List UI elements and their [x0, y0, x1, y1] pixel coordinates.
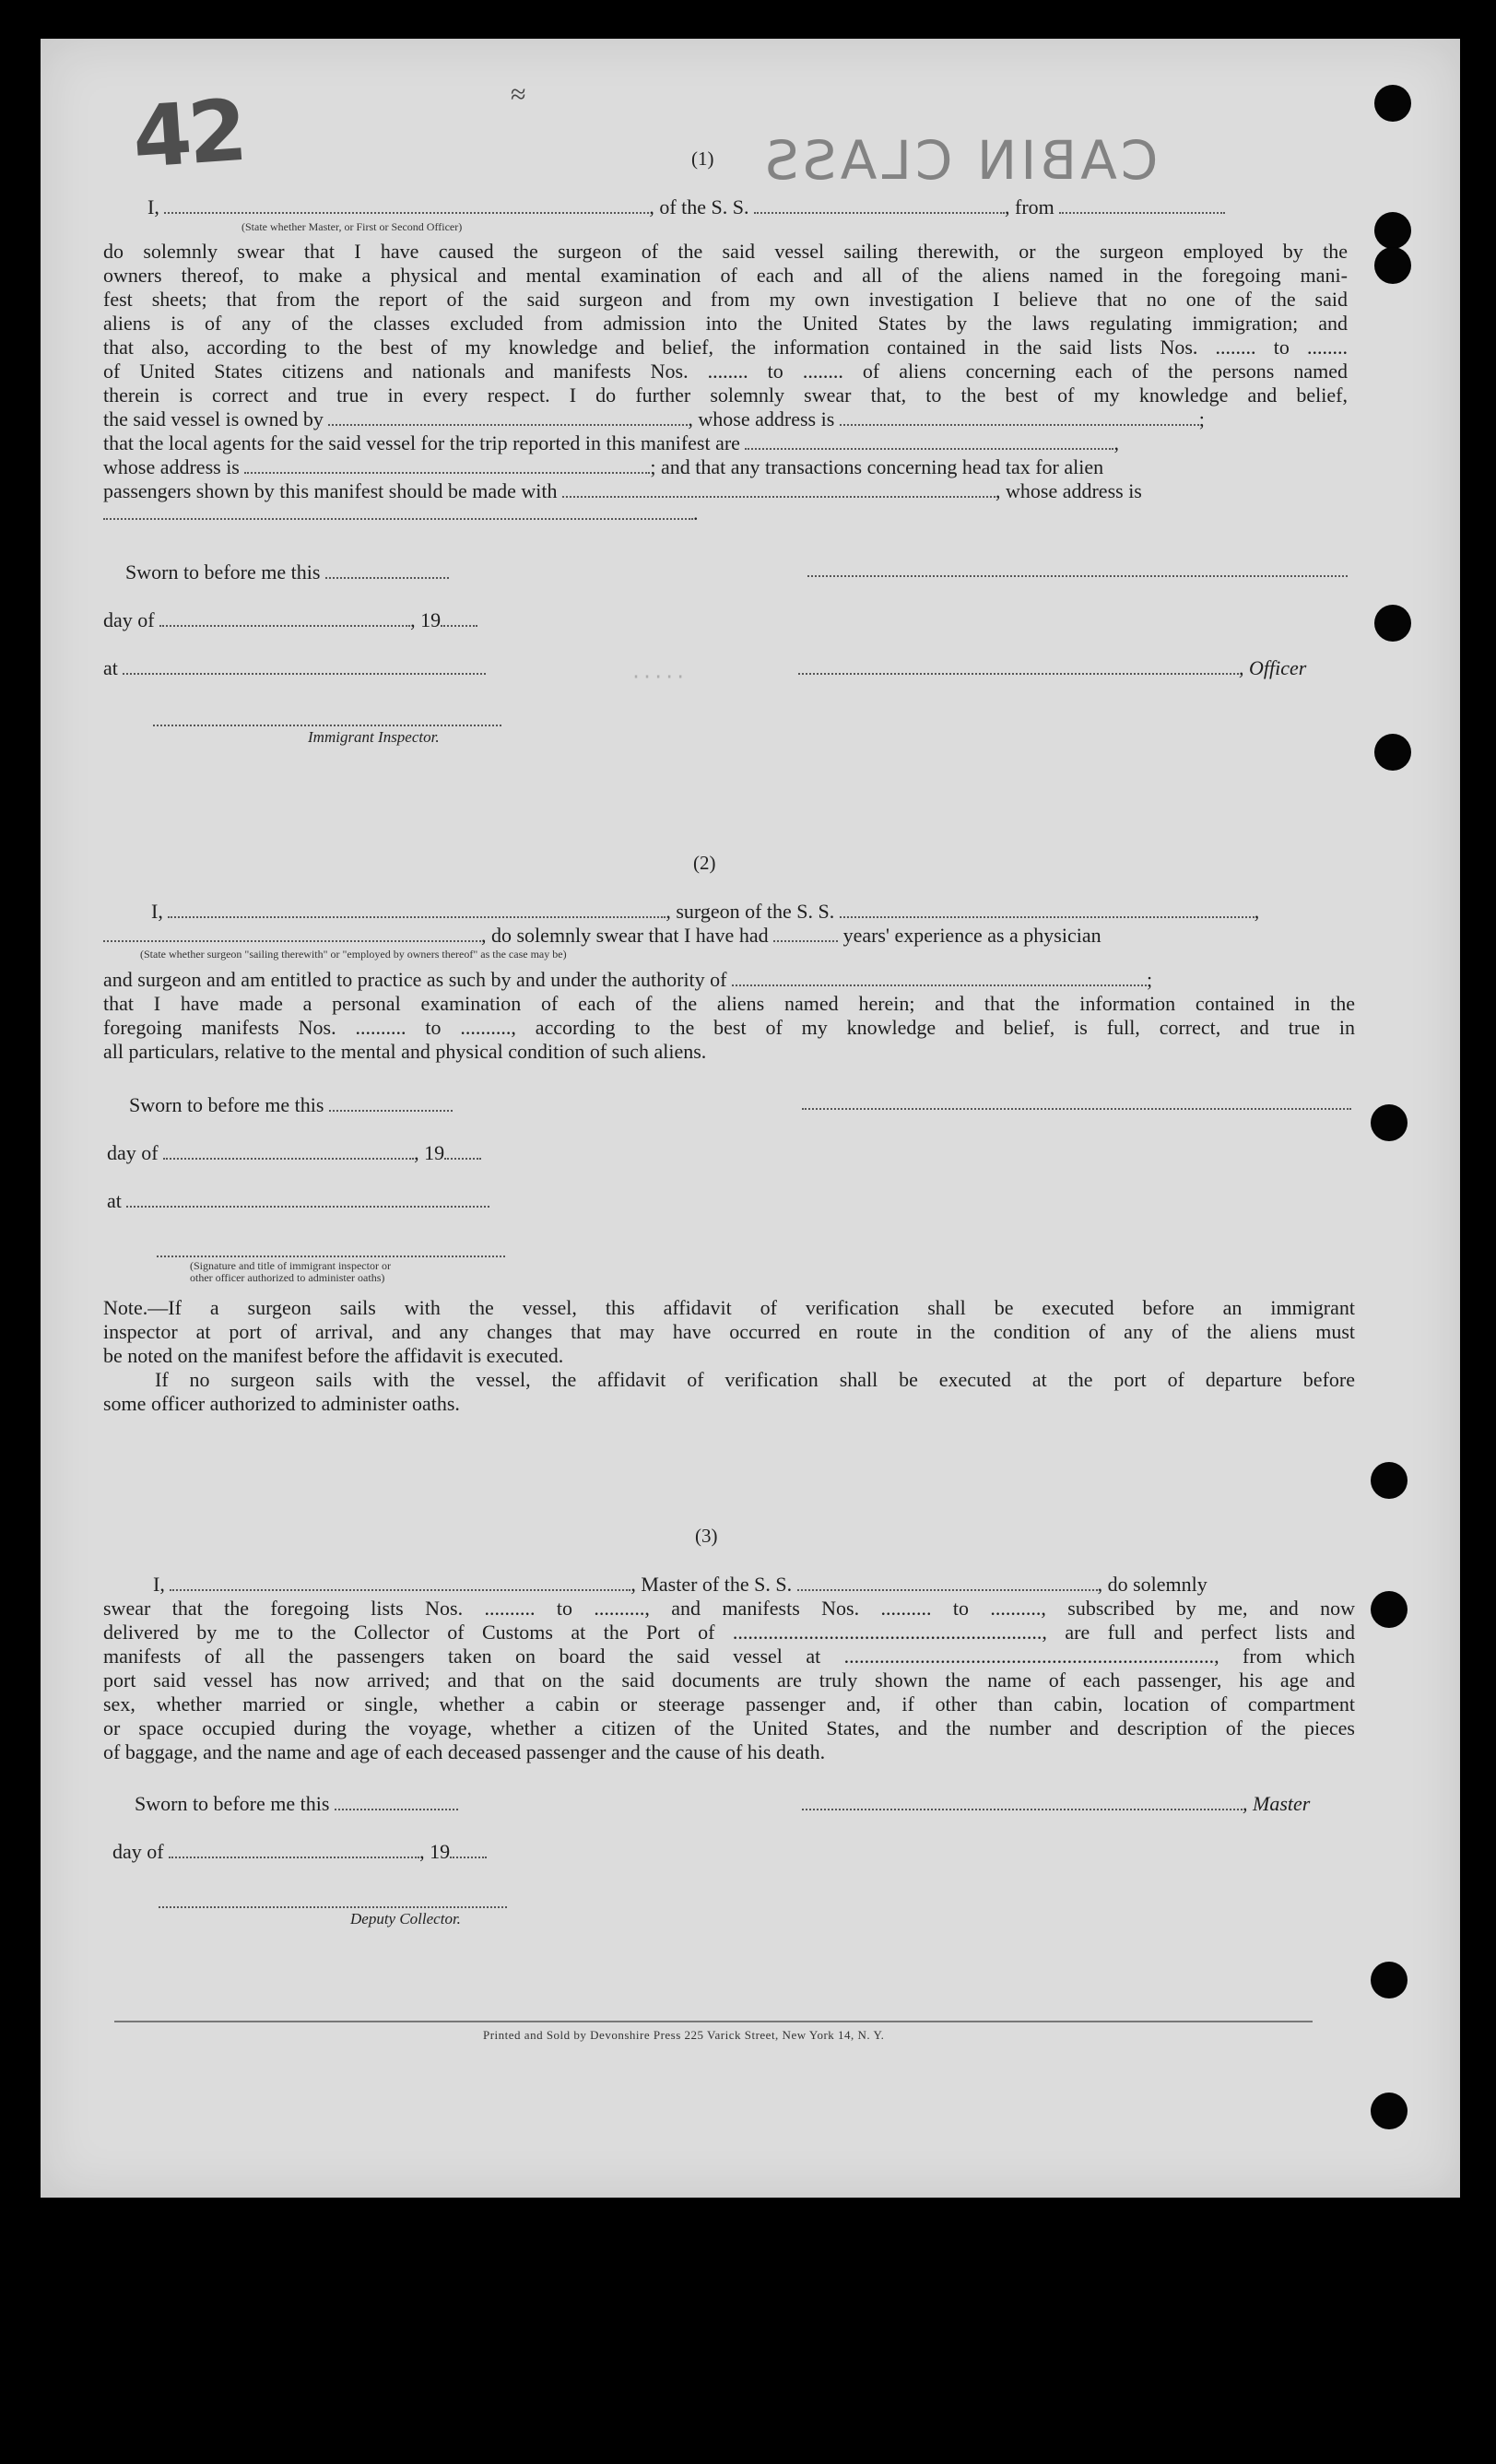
s3-body-line-6: or space occupied during the voyage, whether a citizen of the United States, and the number and description of the pieces: [103, 1716, 1355, 1739]
s1-body-line-2: owners thereof, to make a physical and mental examination of each and all of the aliens named in the foregoing mani-: [103, 264, 1348, 287]
s2-note2-line-1: If no surgeon sails with the vessel, the affidavit of verification shall be executed at the port of departure before: [155, 1368, 1355, 1391]
s3-body-line-2: delivered by me to the Collector of Customs at the Port of ............................................................., are full and perfect lists and: [103, 1621, 1355, 1644]
s2-signature-line: [802, 1108, 1351, 1110]
bleed-through-text: ·····: [630, 666, 687, 688]
punch-hole: [1371, 2093, 1408, 2129]
s3-day-line: day of , 19: [112, 1840, 487, 1864]
footer-rule: [114, 2021, 1313, 2022]
s2-note-line-1: Note.—If a surgeon sails with the vessel, this affidavit of verification shall be executed before an immigrant: [103, 1296, 1355, 1319]
s1-address-blank: .: [103, 501, 699, 525]
s1-officer-sublabel: (State whether Master, or First or Second Officer): [241, 220, 463, 233]
s3-line1: I, , Master of the S. S. , do solemnly: [153, 1573, 1207, 1596]
s1-line1: I, , of the S. S. , from: [147, 195, 1225, 219]
s1-body-line-4: aliens is of any of the classes excluded from admission into the United States by the laws regulating immigration; and: [103, 312, 1348, 335]
handwritten-page-number: 42: [129, 80, 247, 188]
s2-entitled-line: and surgeon and am entitled to practice as such by and under the authority of ;: [103, 968, 1153, 991]
s1-inspector-label: Immigrant Inspector.: [308, 728, 440, 746]
reversed-cabin-class-stamp: CABIN CLASS: [761, 129, 1159, 192]
s1-agents-line: that the local agents for the said vessel for the trip reported in this manifest are ,: [103, 431, 1119, 454]
s1-inspector-signature-line: [153, 725, 501, 726]
s2-day-line: day of , 19: [107, 1141, 481, 1165]
s2-sworn-line: Sworn to before me this: [129, 1093, 453, 1117]
punch-hole: [1374, 605, 1411, 642]
section-2-number: (2): [693, 852, 716, 874]
document-sheet: [41, 39, 1460, 2198]
s3-body-line-3: manifests of all the passengers taken on board the said vessel at ........................................................................., from which: [103, 1645, 1355, 1668]
punch-hole: [1374, 247, 1411, 284]
s2-body-line-1: that I have made a personal examination of each of the aliens named herein; and that the information contained in the: [103, 992, 1355, 1015]
section-3-number: (3): [695, 1525, 718, 1547]
printer-footer: Printed and Sold by Devonshire Press 225 Varick Street, New York 14, N. Y.: [483, 2028, 885, 2042]
punch-hole: [1374, 85, 1411, 122]
s1-owned-by-line: the said vessel is owned by , whose address is ;: [103, 407, 1205, 430]
s2-body-line-2: foregoing manifests Nos. .......... to .........., according to the best of my knowledge and belief, is full, correct, and true in: [103, 1016, 1355, 1039]
s2-at-line: at: [107, 1189, 489, 1213]
s3-collector-signature-line: [159, 1906, 507, 1908]
s2-line2: , do solemnly swear that I have had years' experience as a physician: [103, 924, 1101, 948]
s1-body-line-6: of United States citizens and nationals and manifests Nos. ........ to ........ of aliens concerning each of the persons named: [103, 360, 1348, 383]
s2-sig-label-1: (Signature and title of immigrant inspector or: [190, 1259, 391, 1272]
section-1-number: (1): [691, 147, 714, 170]
s1-sworn-line: Sworn to before me this: [125, 560, 449, 584]
s1-officer-signature-line: [807, 575, 1348, 577]
s2-note2-line-2: some officer authorized to administer oaths.: [103, 1392, 460, 1415]
s3-body-line-5: sex, whether married or single, whether a cabin or steerage passenger and, if other than cabin, location of compartment: [103, 1692, 1355, 1715]
s3-body-line-1: swear that the foregoing lists Nos. .......... to .........., and manifests Nos. .......... to .........., subscribed by me, and now: [103, 1597, 1355, 1620]
s2-sig-label-2: other officer authorized to administer oaths): [190, 1271, 385, 1284]
s3-body-line-4: port said vessel has now arrived; and that on the said documents are truly shown the name of each passenger, his age and: [103, 1668, 1355, 1692]
s1-day-line: day of , 19: [103, 608, 477, 632]
punch-hole: [1374, 212, 1411, 249]
s3-body-line-7: of baggage, and the name and age of each deceased passenger and the cause of his death.: [103, 1740, 826, 1763]
s1-body-line-5: that also, according to the best of my knowledge and belief, the information contained in the said lists Nos. ........ to ........: [103, 336, 1348, 359]
punch-hole: [1371, 1104, 1408, 1141]
s1-at-line: at: [103, 656, 486, 680]
s2-inspector-signature-line: [157, 1256, 505, 1257]
s1-officer-line: , Officer: [798, 656, 1306, 680]
s2-note-line-3: be noted on the manifest before the affidavit is executed.: [103, 1344, 564, 1367]
s1-passengers-line: passengers shown by this manifest should be made with , whose address is: [103, 479, 1142, 502]
punch-hole: [1374, 734, 1411, 771]
s2-line1: I, , surgeon of the S. S. ,: [151, 900, 1260, 923]
s3-collector-label: Deputy Collector.: [350, 1910, 461, 1928]
punch-hole: [1371, 1462, 1408, 1499]
s1-body-line-1: do solemnly swear that I have caused the surgeon of the said vessel sailing therewith, or the surgeon employed by the: [103, 240, 1348, 263]
s3-sworn-line: Sworn to before me this: [135, 1792, 458, 1816]
s3-master-line: , Master: [802, 1792, 1310, 1816]
s2-note-line-2: inspector at port of arrival, and any changes that may have occurred en route in the condition of any of the aliens must: [103, 1320, 1355, 1343]
ink-mark: ≈: [511, 79, 526, 110]
s1-body-line-7: therein is correct and true in every respect. I do further solemnly swear that, to the best of my knowledge and belief,: [103, 383, 1348, 407]
s1-body-line-3: fest sheets; that from the report of the said surgeon and from my own investigation I believe that no one of the said: [103, 288, 1348, 311]
s2-body-line-3: all particulars, relative to the mental and physical condition of such aliens.: [103, 1040, 707, 1063]
s2-surgeon-sublabel: (State whether surgeon "sailing therewith" or "employed by owners thereof" as the case may be): [140, 948, 567, 961]
punch-hole: [1371, 1962, 1408, 1998]
punch-hole: [1371, 1591, 1408, 1628]
s1-address-line: whose address is ; and that any transactions concerning head tax for alien: [103, 455, 1104, 478]
